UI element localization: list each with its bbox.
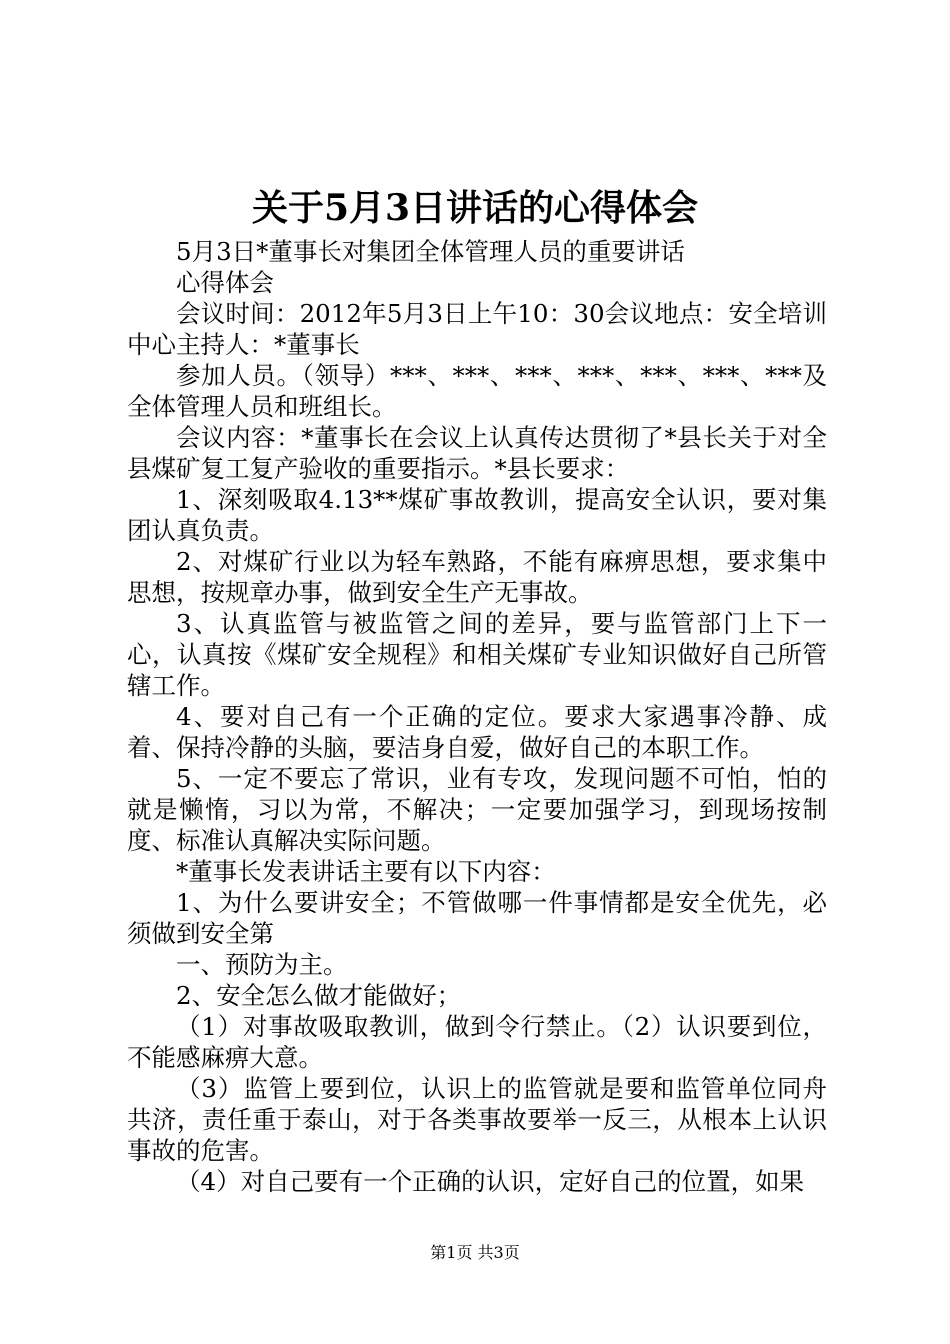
paragraph: （1）对事故吸取教训，做到令行禁止。（2）认识要到位，不能感麻痹大意。: [127, 1012, 827, 1072]
paragraph: 3、认真监管与被监管之间的差异，要与监管部门上下一心，认真按《煤矿安全规程》和相关煤矿专业知识做好自己所管辖工作。: [127, 609, 827, 700]
document-title: 关于5月3日讲话的心得体会: [251, 187, 699, 229]
paragraph: 2、安全怎么做才能做好；: [176, 981, 462, 1010]
page-number: 第1页 共3页: [430, 1243, 520, 1262]
paragraph: *董事长发表讲话主要有以下内容：: [176, 857, 556, 886]
paragraph: 4、要对自己有一个正确的定位。要求大家遇事冷静、成着、保持冷静的头脑，要洁身自爱，做好自己的本职工作。: [127, 702, 827, 762]
paragraph: 1、为什么要讲安全；不管做哪一件事情都是安全优先，必须做到安全第: [127, 888, 827, 948]
paragraph: 5、一定不要忘了常识，业有专攻，发现问题不可怕，怕的就是懒惰，习以为常，不解决；一定要加强学习，到现场按制度、标准认真解决实际问题。: [127, 764, 827, 855]
paragraph: 心得体会: [176, 268, 274, 297]
paragraph: 5月3日*董事长对集团全体管理人员的重要讲话: [176, 237, 685, 266]
paragraph: （4）对自己要有一个正确的认识，定好自己的位置，如果: [176, 1167, 805, 1196]
paragraph: 会议时间：2012年5月3日上午10：30会议地点：安全培训中心主持人：*董事长: [127, 299, 827, 359]
paragraph: 2、对煤矿行业以为轻车熟路，不能有麻痹思想，要求集中思想，按规章办事，做到安全生产无事故。: [127, 547, 827, 607]
paragraph: 1、深刻吸取4.13**煤矿事故教训，提高安全认识，要对集团认真负责。: [127, 485, 827, 545]
document-body: [127, 236, 827, 1197]
paragraph: 一、预防为主。: [176, 950, 348, 979]
paragraph: 参加人员。（领导）***、***、***、***、***、***、***及全体管理人员和班组长。: [127, 361, 827, 421]
paragraph: （3）监管上要到位，认识上的监管就是要和监管单位同舟共济，责任重于泰山，对于各类事故要举一反三，从根本上认识事故的危害。: [127, 1074, 827, 1165]
paragraph: 会议内容：*董事长在会议上认真传达贯彻了*县长关于对全县煤矿复工复产验收的重要指示。*县长要求：: [127, 423, 827, 483]
